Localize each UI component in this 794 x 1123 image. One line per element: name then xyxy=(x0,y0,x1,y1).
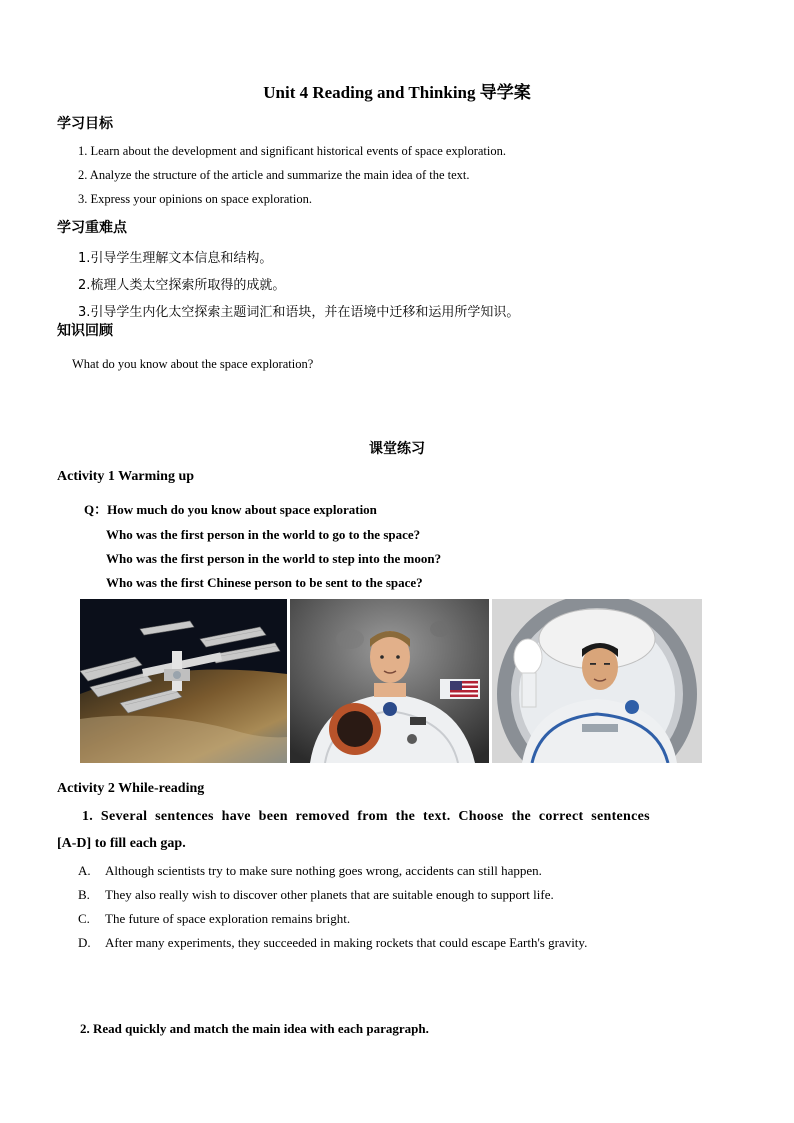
option-text: After many experiments, they succeeded in making rockets that could escape Earth's gravity. xyxy=(105,935,588,950)
option-letter: A. xyxy=(78,863,91,878)
activity1-heading: Activity 1 Warming up xyxy=(57,469,195,484)
task2-instruction: 2. Read quickly and match the main idea with each paragraph. xyxy=(80,1021,429,1036)
space-station-photo xyxy=(80,599,287,763)
option-letter: D. xyxy=(78,935,91,950)
option-d xyxy=(78,935,587,951)
q-label: Q： xyxy=(84,502,108,517)
warmup-question-3: Who was the first Chinese person to be sent to the space? xyxy=(106,575,423,590)
key-point-item-2: 2.梳理人类太空探索所取得的成就。 xyxy=(78,278,286,293)
key-point-item-3: 3.引导学生内化太空探索主题词汇和语块，并在语境中迁移和运用所学知识。 xyxy=(78,305,520,320)
page-title: Unit 4 Reading and Thinking 导学案 xyxy=(263,83,531,102)
yang-liwei-photo xyxy=(492,599,702,763)
key-points-heading: 学习重难点 xyxy=(57,220,127,236)
option-text: They also really wish to discover other planets that are suitable enough to support life. xyxy=(105,887,554,902)
review-heading: 知识回顾 xyxy=(57,323,113,339)
objective-item-3: 3. Express your opinions on space exploration. xyxy=(78,192,312,206)
task1-instruction-line2: [A-D] to fill each gap. xyxy=(57,836,186,851)
option-c xyxy=(78,911,350,927)
activity2-heading: Activity 2 While-reading xyxy=(57,781,205,796)
option-b xyxy=(78,887,554,903)
task1-instruction-line1: 1. Several sentences have been removed from the text. Choose the correct sentences xyxy=(82,809,650,824)
key-point-item-1: 1.引导学生理解文本信息和结构。 xyxy=(78,251,273,266)
warmup-question-1: Who was the first person in the world to go to the space? xyxy=(106,527,421,542)
option-text: The future of space exploration remains bright. xyxy=(105,911,351,926)
review-question: What do you know about the space exploration? xyxy=(72,357,314,371)
objectives-heading: 学习目标 xyxy=(57,116,113,132)
classwork-heading: 课堂练习 xyxy=(369,441,425,457)
objective-item-1: 1. Learn about the development and significant historical events of space exploration. xyxy=(78,144,506,158)
armstrong-photo xyxy=(290,599,489,763)
activity1-prompt xyxy=(84,499,377,518)
option-text: Although scientists try to make sure nothing goes wrong, accidents can still happen. xyxy=(105,863,542,878)
option-a xyxy=(78,863,542,879)
warmup-question-2: Who was the first person in the world to step into the moon? xyxy=(106,551,442,566)
q-text: How much do you know about space exploration xyxy=(107,502,377,517)
option-letter: C. xyxy=(78,911,90,926)
option-letter: B. xyxy=(78,887,90,902)
objective-item-2: 2. Analyze the structure of the article and summarize the main idea of the text. xyxy=(78,168,470,182)
